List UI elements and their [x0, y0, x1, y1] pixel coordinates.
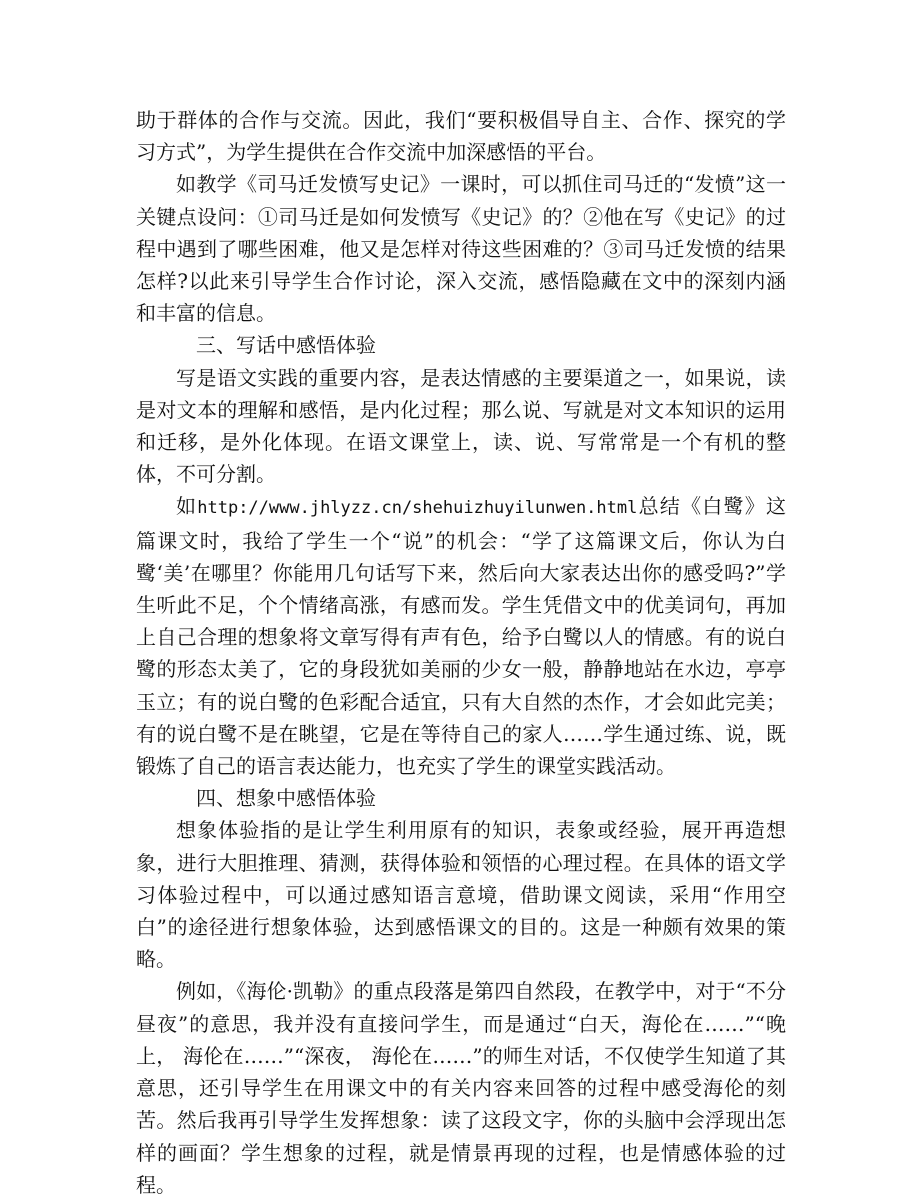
paragraph-helen-keller-example: 例如，《海伦·凯勒》的重点段落是第四自然段，在教学中，对于“不分昼夜”的意思，我并没有直接问学生，而是通过“白天，海伦在……”“晚上， 海伦在……”“深夜， 海伦在……”的师生对话，不仅使学生知道了其意思，还引导学生在用课文中的有关内容来回答的过程中感受海伦的刻苦。然后我再引导学生发挥想象：读了这段文字，你的头脑中会浮现出怎样的画面？学生想象的过程，就是情景再现的过程，也是情感体验的过程。 [136, 979, 786, 1197]
paragraph-imagination: 想象体验指的是让学生利用原有的知识，表象或经验，展开再造想象，进行大胆推理、猜测，获得体验和领悟的心理过程。在具体的语文学习体验过程中，可以通过感知语言意境，借助课文阅读，采用“作用空白”的途径进行想象体验，达到感悟课文的目的。这是一种颇有效果的策略。 [136, 818, 786, 972]
paragraph-continued: 助于群体的合作与交流。因此，我们“要积极倡导自主、合作、探究的学习方式”，为学生提供在合作交流中加深感悟的平台。 [136, 108, 786, 165]
document-body [136, 104, 786, 1201]
inline-url-text: http://www.jhlyzz.cn/shehuizhuyilunwen.html [197, 498, 638, 519]
paragraph-sima-qian-example: 如教学《司马迁发愤写史记》一课时，可以抓住司马迁的“发愤”这一关键点设问：①司马迁是如何发愤写《史记》的？②他在写《史记》的过程中遇到了哪些困难，他又是怎样对待这些困难的？③司马迁发愤的结果怎样?以此来引导学生合作讨论，深入交流，感悟隐藏在文中的深刻内涵和丰富的信息。 [136, 172, 786, 326]
section-heading-3: 三、写话中感悟体验 [196, 333, 376, 358]
egret-prefix: 如 [176, 494, 198, 519]
paragraph-egret-example [136, 490, 786, 782]
section-heading-4: 四、想象中感悟体验 [196, 786, 376, 811]
egret-rest: 总结《白鹭》这篇课文时，我给了学生一个“说”的机会：“学了这篇课文后，你认为白鹭‘美’在哪里？你能用几句话写下来，然后向大家表达出你的感受吗?”学生听此不足，个个情绪高涨，有感而发。学生凭借文中的优美词句，再加上自己合理的想象将文章写得有声有色，给予白鹭以人的情感。有的说白鹭的形态太美了，它的身段犹如美丽的少女一般，静静地站在水边，亭亭玉立；有的说白鹭的色彩配合适宜，只有大自然的杰作，才会如此完美；有的说白鹭不是在眺望，它是在等待自己的家人……学生通过练、说，既锻炼了自己的语言表达能力，也充实了学生的课堂实践活动。 [136, 494, 787, 779]
paragraph-writing-practice: 写是语文实践的重要内容，是表达情感的主要渠道之一，如果说，读是对文本的理解和感悟，是内化过程；那么说、写就是对文本知识的运用和迁移，是外化体现。在语文课堂上，读、说、写常常是一个有机的整体，不可分割。 [136, 365, 786, 487]
